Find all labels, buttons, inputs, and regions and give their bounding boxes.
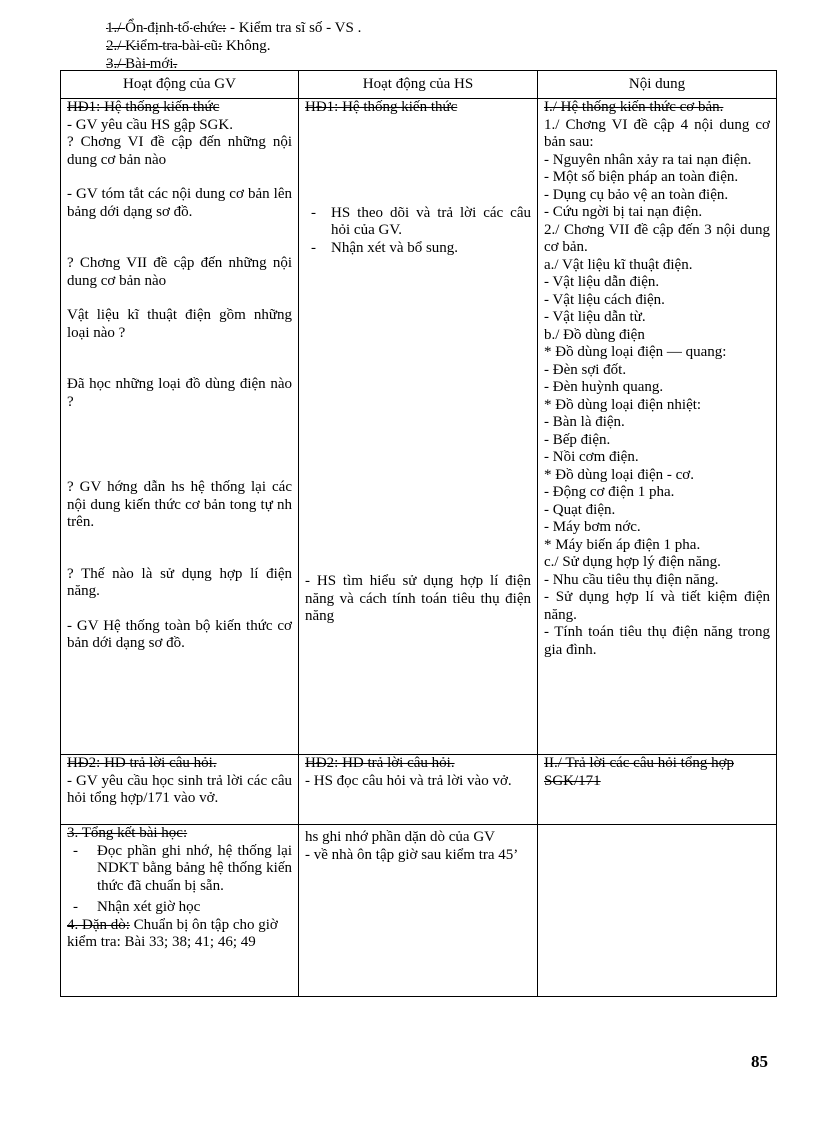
noi-dung-line: - Đèn huỳnh quang. [544, 379, 664, 395]
noi-dung-line: * Đồ dùng loại điện — quang: [544, 344, 727, 360]
noi-dung-hd2-heading: II./ Trả lời các câu hỏi tổng hợp SGK/171 [544, 755, 734, 789]
noi-dung-line: - Nguyên nhân xảy ra tai nạn điện. [544, 151, 752, 168]
gv-hd1-text: - GV yêu cầu HS gập SGK. [67, 116, 233, 133]
noi-dung-line: - Vật liệu cách điện. [544, 291, 665, 308]
noi-dung-line: - Dụng cụ bảo vệ an toàn điện. [544, 186, 729, 203]
cell-hs-hd2 [299, 755, 538, 825]
header-gv: Hoạt động của GV [61, 71, 299, 99]
noi-dung-line: - Nhu cầu tiêu thụ điện năng. [544, 571, 719, 588]
cell-hs-hd1 [299, 99, 538, 755]
table-row [61, 99, 777, 755]
hs-hd2-text: - HS đọc câu hỏi và trả lời vào vở. [305, 772, 512, 789]
page-number: 85 [751, 1052, 768, 1071]
intro-line-1-label: 1./ Ổn định tổ chức: [106, 20, 227, 36]
dan-do [67, 917, 292, 952]
hs-dan-do-text: - về nhà ôn tập giờ sau kiểm tra 45’ [305, 846, 519, 863]
intro-line-1-text: - Kiểm tra sĩ số - VS . [226, 20, 362, 36]
intro-line-3-label: 3./ Bài mới. [106, 56, 178, 72]
noi-dung-line: - Tính toán tiêu thụ điện năng trong gia đình. [544, 624, 770, 658]
hs-hd1-text: - HS tìm hiểu sử dụng hợp lí điện năng và cách tính toán tiêu thụ điện năng [305, 573, 531, 624]
hs-hd1-heading: HĐ1: Hệ thống kiến thức [305, 99, 458, 115]
gv-hd1-text: ? GV hớng dẫn hs hệ thống lại các nội dung kiến thức cơ bản tong tự nh trên. [67, 479, 292, 530]
hs-hd1-item: - Nhận xét và bổ sung. [305, 240, 531, 258]
tong-ket-item: - Đọc phần ghi nhớ, hệ thống lại NDKT bằng bảng hệ thống kiến thức đã chuẩn bị sẵn. [67, 843, 292, 896]
noi-dung-line: * Đồ dùng loại điện nhiệt: [544, 396, 702, 413]
dan-do-label: 4. Dặn dò: [67, 916, 130, 933]
noi-dung-line: - Quạt điện. [544, 501, 616, 518]
noi-dung-line: - Một số biện pháp an toàn điện. [544, 169, 739, 185]
header-hs: Hoạt động của HS [299, 71, 538, 99]
cell-gv-hd1 [61, 99, 299, 755]
noi-dung-line: - Động cơ điện 1 pha. [544, 484, 675, 500]
intro-line-2-text: Không. [222, 38, 271, 54]
hs-hd2-heading: HĐ2: HD trả lời câu hỏi. [305, 755, 455, 771]
gv-hd1-text: - GV Hệ thống toàn bộ kiến thức cơ bản dới dạng sơ đồ. [67, 617, 292, 651]
header-noi-dung: Nội dung [538, 71, 777, 99]
table-row [61, 755, 777, 825]
cell-gv-tong-ket [61, 825, 299, 997]
gv-hd2-text: - GV yêu cầu học sinh trả lời các câu hỏi tổng hợp/171 vào vở. [67, 772, 292, 806]
gv-hd1-text: Vật liệu kĩ thuật điện gồm những loại nào ? [67, 307, 292, 341]
hs-hd1-item: - HS theo dõi và trả lời các câu hỏi của GV. [305, 205, 531, 240]
noi-dung-line: 1./ Chơng VI đề cập 4 nội dung cơ bản sau: [544, 116, 770, 150]
gv-hd1-heading: HĐ1: Hệ thống kiến thức [67, 99, 220, 115]
table-header-row [61, 71, 777, 99]
intro-line-2-label: 2./ Kiểm tra bài cũ: [106, 38, 223, 54]
cell-noi-dung-hd2 [538, 755, 777, 825]
table-row [61, 825, 777, 997]
gv-hd1-text: ? Chơng VII đề cập đến những nội dung cơ bản nào [67, 255, 292, 289]
noi-dung-line: - Vật liệu dẫn điện. [544, 274, 660, 290]
lesson-table [60, 70, 777, 997]
noi-dung-line: - Bàn là điện. [544, 414, 625, 430]
noi-dung-list [544, 117, 770, 660]
cell-noi-dung-empty [538, 825, 777, 997]
lesson-intro [106, 19, 361, 73]
noi-dung-line: b./ Đồ dùng điện [544, 326, 645, 343]
tong-ket-item: - Nhận xét giờ học [67, 899, 292, 917]
noi-dung-line: 2./ Chơng VII đề cập đến 3 nội dung cơ bản. [544, 221, 770, 255]
hs-dan-do-text: hs ghi nhớ phần dặn dò của GV [305, 829, 495, 845]
intro-line-2 [106, 37, 361, 55]
noi-dung-line: - Máy bơm nớc. [544, 519, 641, 535]
gv-hd1-text: ? Thế nào là sử dụng hợp lí điện năng. [67, 565, 292, 599]
noi-dung-line: - Đèn sợi đốt. [544, 361, 627, 378]
noi-dung-line: - Nồi cơm điện. [544, 449, 639, 465]
noi-dung-heading: I./ Hệ thống kiến thức cơ bản. [544, 99, 724, 115]
gv-hd1-text: ? Chơng VI đề cập đến những nội dung cơ bản nào [67, 134, 292, 168]
cell-noi-dung-hd1 [538, 99, 777, 755]
noi-dung-line: - Vật liệu dẫn từ. [544, 309, 646, 325]
cell-hs-dan-do [299, 825, 538, 997]
tong-ket-heading: 3. Tổng kết bài học: [67, 825, 188, 841]
noi-dung-line: c./ Sử dụng hợp lý điện năng. [544, 554, 721, 570]
noi-dung-line: a./ Vật liệu kĩ thuật điện. [544, 256, 693, 273]
intro-line-1 [106, 19, 361, 37]
noi-dung-line: - Bếp điện. [544, 431, 611, 448]
noi-dung-line: - Cứu ngời bị tai nạn điện. [544, 204, 703, 220]
gv-hd1-text: Đã học những loại đồ dùng điện nào ? [67, 376, 292, 410]
noi-dung-line: - Sử dụng hợp lí và tiết kiệm điện năng. [544, 589, 770, 623]
cell-gv-hd2 [61, 755, 299, 825]
gv-hd2-heading: HĐ2: HD trả lời câu hỏi. [67, 755, 217, 771]
noi-dung-line: * Đồ dùng loại điện - cơ. [544, 466, 694, 483]
dan-do-text: Chuẩn bị ôn tập cho giờ kiểm tra: Bài 33; 38; 41; 46; 49 [67, 916, 278, 950]
gv-hd1-text: - GV tóm tắt các nội dung cơ bản lên bảng dới dạng sơ đồ. [67, 186, 292, 220]
noi-dung-line: * Máy biến áp điện 1 pha. [544, 536, 701, 553]
